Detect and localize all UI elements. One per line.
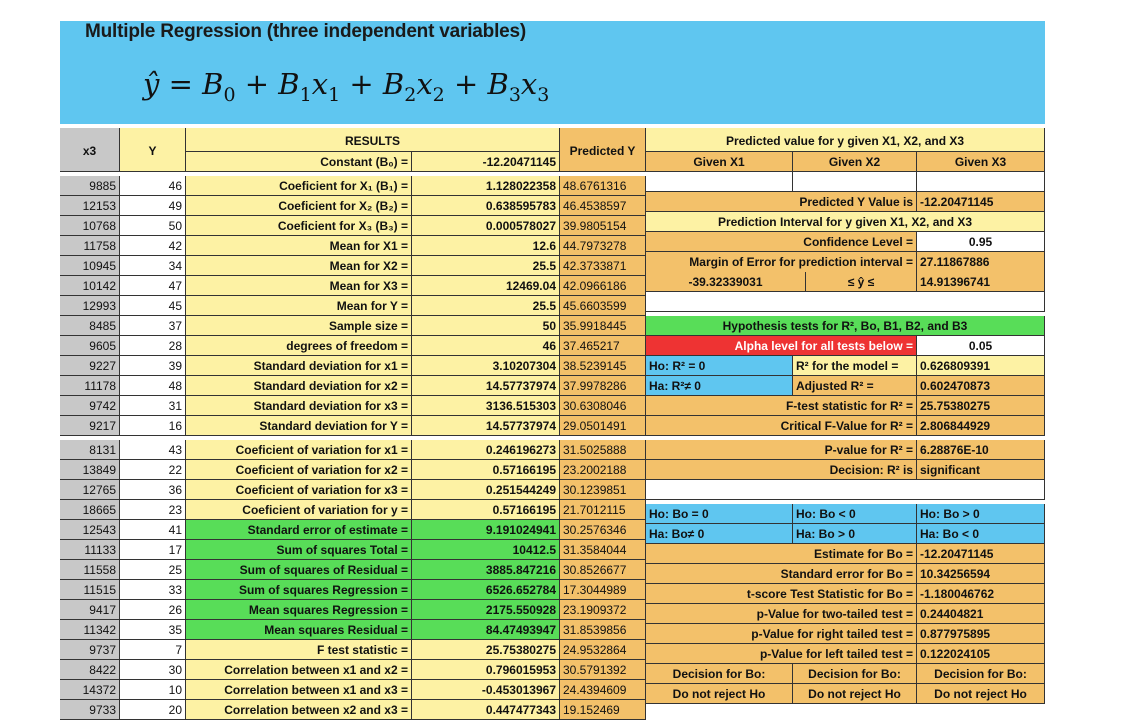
t-score-bo-label: t-score Test Statistic for Bo = [646,584,917,604]
alpha-level-label: Alpha level for all tests below = [646,336,917,356]
header-predicted-y[interactable]: Predicted Y [560,128,646,172]
x3-cell[interactable]: 13849 [60,460,120,480]
result-label: Coeficient of variation for x3 = [186,480,412,500]
result-value[interactable]: 0.000578027 [412,216,560,236]
x3-cell[interactable]: 10945 [60,256,120,276]
x3-cell[interactable]: 10142 [60,276,120,296]
result-value[interactable]: 25.5 [412,256,560,276]
decision-bo-left-label: Decision for Bo: [917,664,1045,684]
r2-label: R² for the model = [793,356,917,376]
predicted-y-cell[interactable]: 17.3044989 [560,580,646,600]
alpha-level-value[interactable]: 0.05 [917,336,1045,356]
predicted-y-cell[interactable]: 31.8539856 [560,620,646,640]
y-cell[interactable]: 10 [120,680,186,700]
y-cell[interactable]: 26 [120,600,186,620]
y-cell[interactable]: 28 [120,336,186,356]
y-cell[interactable]: 31 [120,396,186,416]
result-value[interactable]: 6526.652784 [412,580,560,600]
adjusted-r2-value[interactable]: 0.602470873 [917,376,1045,396]
y-cell[interactable]: 16 [120,416,186,436]
x3-cell[interactable]: 12153 [60,196,120,216]
predicted-y-cell[interactable]: 29.0501491 [560,416,646,436]
result-value[interactable]: 0.638595783 [412,196,560,216]
p-two-tailed-label: p-Value for two-tailed test = [646,604,917,624]
f-test-value[interactable]: 25.75380275 [917,396,1045,416]
x3-cell[interactable]: 8131 [60,440,120,460]
result-value[interactable]: 0.57166195 [412,460,560,480]
result-value[interactable]: 3.10207304 [412,356,560,376]
critical-f-value[interactable]: 2.806844929 [917,416,1045,436]
interval-upper[interactable]: 14.91396741 [917,272,1045,292]
y-cell[interactable]: 47 [120,276,186,296]
result-label: F test statistic = [186,640,412,660]
h0-r2: Ho: R² = 0 [646,356,793,376]
result-label: Mean squares Residual = [186,620,412,640]
header-x3[interactable]: x3 [60,128,120,172]
confidence-level-label: Confidence Level = [646,232,917,252]
x3-cell[interactable]: 12993 [60,296,120,316]
sheet-title: Multiple Regression (three independent variables) [85,21,527,42]
y-cell[interactable]: 20 [120,700,186,720]
x3-cell[interactable]: 9885 [60,176,120,196]
result-label: Standard deviation for Y = [186,416,412,436]
predicted-y-cell[interactable]: 30.5791392 [560,660,646,680]
result-value[interactable]: 25.75380275 [412,640,560,660]
x3-cell[interactable]: 9217 [60,416,120,436]
interval-inequality: ≤ ŷ ≤ [806,272,917,292]
decision-r2-value[interactable]: significant [917,460,1045,480]
predicted-y-cell[interactable]: 39.9805154 [560,216,646,236]
p-right-tailed-value[interactable]: 0.877975895 [917,624,1045,644]
critical-f-label: Critical F-Value for R² = [646,416,917,436]
p-left-tailed-value[interactable]: 0.122024105 [917,644,1045,664]
result-label: Coeficient for X₂ (B₂) = [186,196,412,216]
result-label: Coeficient of variation for x1 = [186,440,412,460]
result-label: degrees of freedom = [186,336,412,356]
input-given-x3[interactable] [917,172,1045,192]
predicted-value-label: Predicted Y Value is [646,192,917,212]
result-value[interactable]: 46 [412,336,560,356]
predicted-y-cell[interactable]: 42.0966186 [560,276,646,296]
spreadsheet-grid [60,128,1045,717]
result-value[interactable]: 84.47493947 [412,620,560,640]
predicted-y-cell[interactable]: 30.6308046 [560,396,646,416]
decision-bo-two-label: Decision for Bo: [646,664,793,684]
predicted-y-cell[interactable]: 37.9978286 [560,376,646,396]
title-banner [60,21,1045,124]
x3-cell[interactable]: 12543 [60,520,120,540]
predicted-y-cell[interactable]: 24.9532864 [560,640,646,660]
result-value[interactable]: -12.20471145 [412,152,560,172]
header-results[interactable]: RESULTS [186,128,560,152]
result-label: Mean squares Regression = [186,600,412,620]
result-value[interactable]: 12.6 [412,236,560,256]
predicted-y-cell[interactable]: 30.8526677 [560,560,646,580]
predicted-y-cell[interactable]: 23.2002188 [560,460,646,480]
result-value[interactable]: -0.453013967 [412,680,560,700]
result-value[interactable]: 1.128022358 [412,176,560,196]
ha-bo-two-tailed: Ha: Bo≠ 0 [646,524,793,544]
result-value[interactable]: 3136.515303 [412,396,560,416]
x3-cell[interactable]: 9417 [60,600,120,620]
y-cell[interactable]: 25 [120,560,186,580]
y-cell[interactable]: 23 [120,500,186,520]
y-cell[interactable]: 50 [120,216,186,236]
result-value[interactable]: 50 [412,316,560,336]
p-right-tailed-label: p-Value for right tailed test = [646,624,917,644]
predicted-y-cell[interactable]: 46.4538597 [560,196,646,216]
result-label: Sample size = [186,316,412,336]
h0-bo-left-tailed: Ho: Bo > 0 [917,504,1045,524]
y-cell[interactable]: 35 [120,620,186,640]
result-value[interactable]: 0.57166195 [412,500,560,520]
predicted-y-cell[interactable]: 19.152469 [560,700,646,720]
header-given-x1[interactable]: Given X1 [646,152,793,172]
result-value[interactable]: 10412.5 [412,540,560,560]
y-cell[interactable]: 17 [120,540,186,560]
adjusted-r2-label: Adjusted R² = [793,376,917,396]
input-given-x2[interactable] [793,172,917,192]
predicted-y-cell[interactable]: 21.7012115 [560,500,646,520]
x3-cell[interactable]: 12765 [60,480,120,500]
predicted-y-cell[interactable]: 30.1239851 [560,480,646,500]
result-value[interactable]: 0.447477343 [412,700,560,720]
decision-bo-left-value[interactable]: Do not reject Ho [917,684,1045,704]
x3-cell[interactable]: 11342 [60,620,120,640]
header-predicted-value[interactable]: Predicted value for y given X1, X2, and X3 [646,128,1045,152]
y-cell[interactable]: 41 [120,520,186,540]
result-label: Mean for Y = [186,296,412,316]
header-given-x3[interactable]: Given X3 [917,152,1045,172]
result-value[interactable]: 25.5 [412,296,560,316]
x3-cell[interactable]: 11758 [60,236,120,256]
y-cell[interactable]: 33 [120,580,186,600]
h0-bo-right-tailed: Ho: Bo < 0 [793,504,917,524]
predicted-y-cell[interactable]: 35.9918445 [560,316,646,336]
se-bo-label: Standard error for Bo = [646,564,917,584]
p-value-r2-value[interactable]: 6.28876E-10 [917,440,1045,460]
h0-bo-two-tailed: Ho: Bo = 0 [646,504,793,524]
x3-cell[interactable]: 8485 [60,316,120,336]
result-label: Standard deviation for x3 = [186,396,412,416]
margin-of-error-value[interactable]: 27.11867886 [917,252,1045,272]
ha-r2: Ha: R²≠ 0 [646,376,793,396]
y-cell[interactable]: 43 [120,440,186,460]
x3-cell[interactable]: 11178 [60,376,120,396]
y-cell[interactable]: 45 [120,296,186,316]
result-label: Coeficient of variation for x2 = [186,460,412,480]
header-given-x2[interactable]: Given X2 [793,152,917,172]
p-value-r2-label: P-value for R² = [646,440,917,460]
decision-bo-right-value[interactable]: Do not reject Ho [793,684,917,704]
result-label: Coeficient of variation for y = [186,500,412,520]
result-label: Sum of squares of Residual = [186,560,412,580]
x3-cell[interactable]: 11133 [60,540,120,560]
predicted-value[interactable]: -12.20471145 [917,192,1045,212]
estimate-bo-value[interactable]: -12.20471145 [917,544,1045,564]
estimate-bo-label: Estimate for Bo = [646,544,917,564]
result-value[interactable]: 9.191024941 [412,520,560,540]
result-label: Standard error of estimate = [186,520,412,540]
y-cell[interactable]: 7 [120,640,186,660]
predicted-y-cell[interactable]: 38.5239145 [560,356,646,376]
predicted-y-cell[interactable]: 44.7973278 [560,236,646,256]
f-test-label: F-test statistic for R² = [646,396,917,416]
x3-cell[interactable]: 18665 [60,500,120,520]
y-cell[interactable]: 36 [120,480,186,500]
predicted-y-cell[interactable]: 37.465217 [560,336,646,356]
predicted-y-cell[interactable]: 23.1909372 [560,600,646,620]
result-value[interactable]: 2175.550928 [412,600,560,620]
result-value[interactable]: 0.251544249 [412,480,560,500]
result-label: Coeficient for X₁ (B₁) = [186,176,412,196]
y-cell[interactable]: 34 [120,256,186,276]
hypothesis-title: Hypothesis tests for R², Bo, B1, B2, and B3 [646,316,1045,336]
x3-cell[interactable]: 11515 [60,580,120,600]
result-label: Sum of squares Regression = [186,580,412,600]
result-value[interactable]: 14.57737974 [412,416,560,436]
x3-cell[interactable]: 9737 [60,640,120,660]
regression-formula: ŷ = $B_0 + B_1x_1 + B_2x_2 + B_3x_3$ [143,67,550,106]
y-cell[interactable]: 37 [120,316,186,336]
header-y[interactable]: Y [120,128,186,172]
result-label: Coeficient for X₃ (B₃) = [186,216,412,236]
result-value[interactable]: 3885.847216 [412,560,560,580]
interval-lower[interactable]: -39.32339031 [646,272,806,292]
decision-bo-two-value[interactable]: Do not reject Ho [646,684,793,704]
x3-cell[interactable]: 9733 [60,700,120,720]
decision-bo-right-label: Decision for Bo: [793,664,917,684]
predicted-y-cell[interactable]: 31.3584044 [560,540,646,560]
result-label: Correlation between x1 and x3 = [186,680,412,700]
x3-cell[interactable]: 10768 [60,216,120,236]
se-bo-value[interactable]: 10.34256594 [917,564,1045,584]
p-left-tailed-label: p-Value for left tailed test = [646,644,917,664]
decision-r2-label: Decision: R² is [646,460,917,480]
result-value[interactable]: 14.57737974 [412,376,560,396]
x3-cell[interactable]: 9742 [60,396,120,416]
predicted-y-cell[interactable]: 24.4394609 [560,680,646,700]
result-label: Sum of squares Total = [186,540,412,560]
result-value[interactable]: 0.246196273 [412,440,560,460]
y-cell[interactable]: 49 [120,196,186,216]
result-label: Correlation between x1 and x2 = [186,660,412,680]
predicted-y-cell[interactable]: 45.6603599 [560,296,646,316]
t-score-bo-value[interactable]: -1.180046762 [917,584,1045,604]
p-two-tailed-value[interactable]: 0.24404821 [917,604,1045,624]
predicted-y-cell[interactable]: 31.5025888 [560,440,646,460]
x3-cell[interactable]: 8422 [60,660,120,680]
result-label: Correlation between x2 and x3 = [186,700,412,720]
result-value[interactable]: 0.796015953 [412,660,560,680]
y-cell[interactable]: 39 [120,356,186,376]
y-cell[interactable]: 42 [120,236,186,256]
result-label: Standard deviation for x2 = [186,376,412,396]
prediction-interval-title: Prediction Interval for y given X1, X2, and X3 [646,212,1045,232]
x3-cell[interactable]: 9605 [60,336,120,356]
result-label: Mean for X2 = [186,256,412,276]
r2-value[interactable]: 0.626809391 [917,356,1045,376]
blank-row [646,292,1045,312]
predicted-y-cell[interactable]: 48.6761316 [560,176,646,196]
result-value[interactable]: 12469.04 [412,276,560,296]
x3-cell[interactable]: 14372 [60,680,120,700]
blank-row [646,480,1045,500]
result-label: Standard deviation for x1 = [186,356,412,376]
y-cell[interactable]: 30 [120,660,186,680]
x3-cell[interactable]: 11558 [60,560,120,580]
ha-bo-right-tailed: Ha: Bo > 0 [793,524,917,544]
margin-of-error-label: Margin of Error for prediction interval = [646,252,917,272]
x3-cell[interactable]: 9227 [60,356,120,376]
predicted-y-cell[interactable]: 42.3733871 [560,256,646,276]
y-cell[interactable]: 46 [120,176,186,196]
predicted-y-cell[interactable]: 30.2576346 [560,520,646,540]
ha-bo-left-tailed: Ha: Bo < 0 [917,524,1045,544]
confidence-level-value[interactable]: 0.95 [917,232,1045,252]
input-given-x1[interactable] [646,172,793,192]
result-label: Constant (B₀) = [186,152,412,172]
y-cell[interactable]: 48 [120,376,186,396]
result-label: Mean for X1 = [186,236,412,256]
y-cell[interactable]: 22 [120,460,186,480]
result-label: Mean for X3 = [186,276,412,296]
